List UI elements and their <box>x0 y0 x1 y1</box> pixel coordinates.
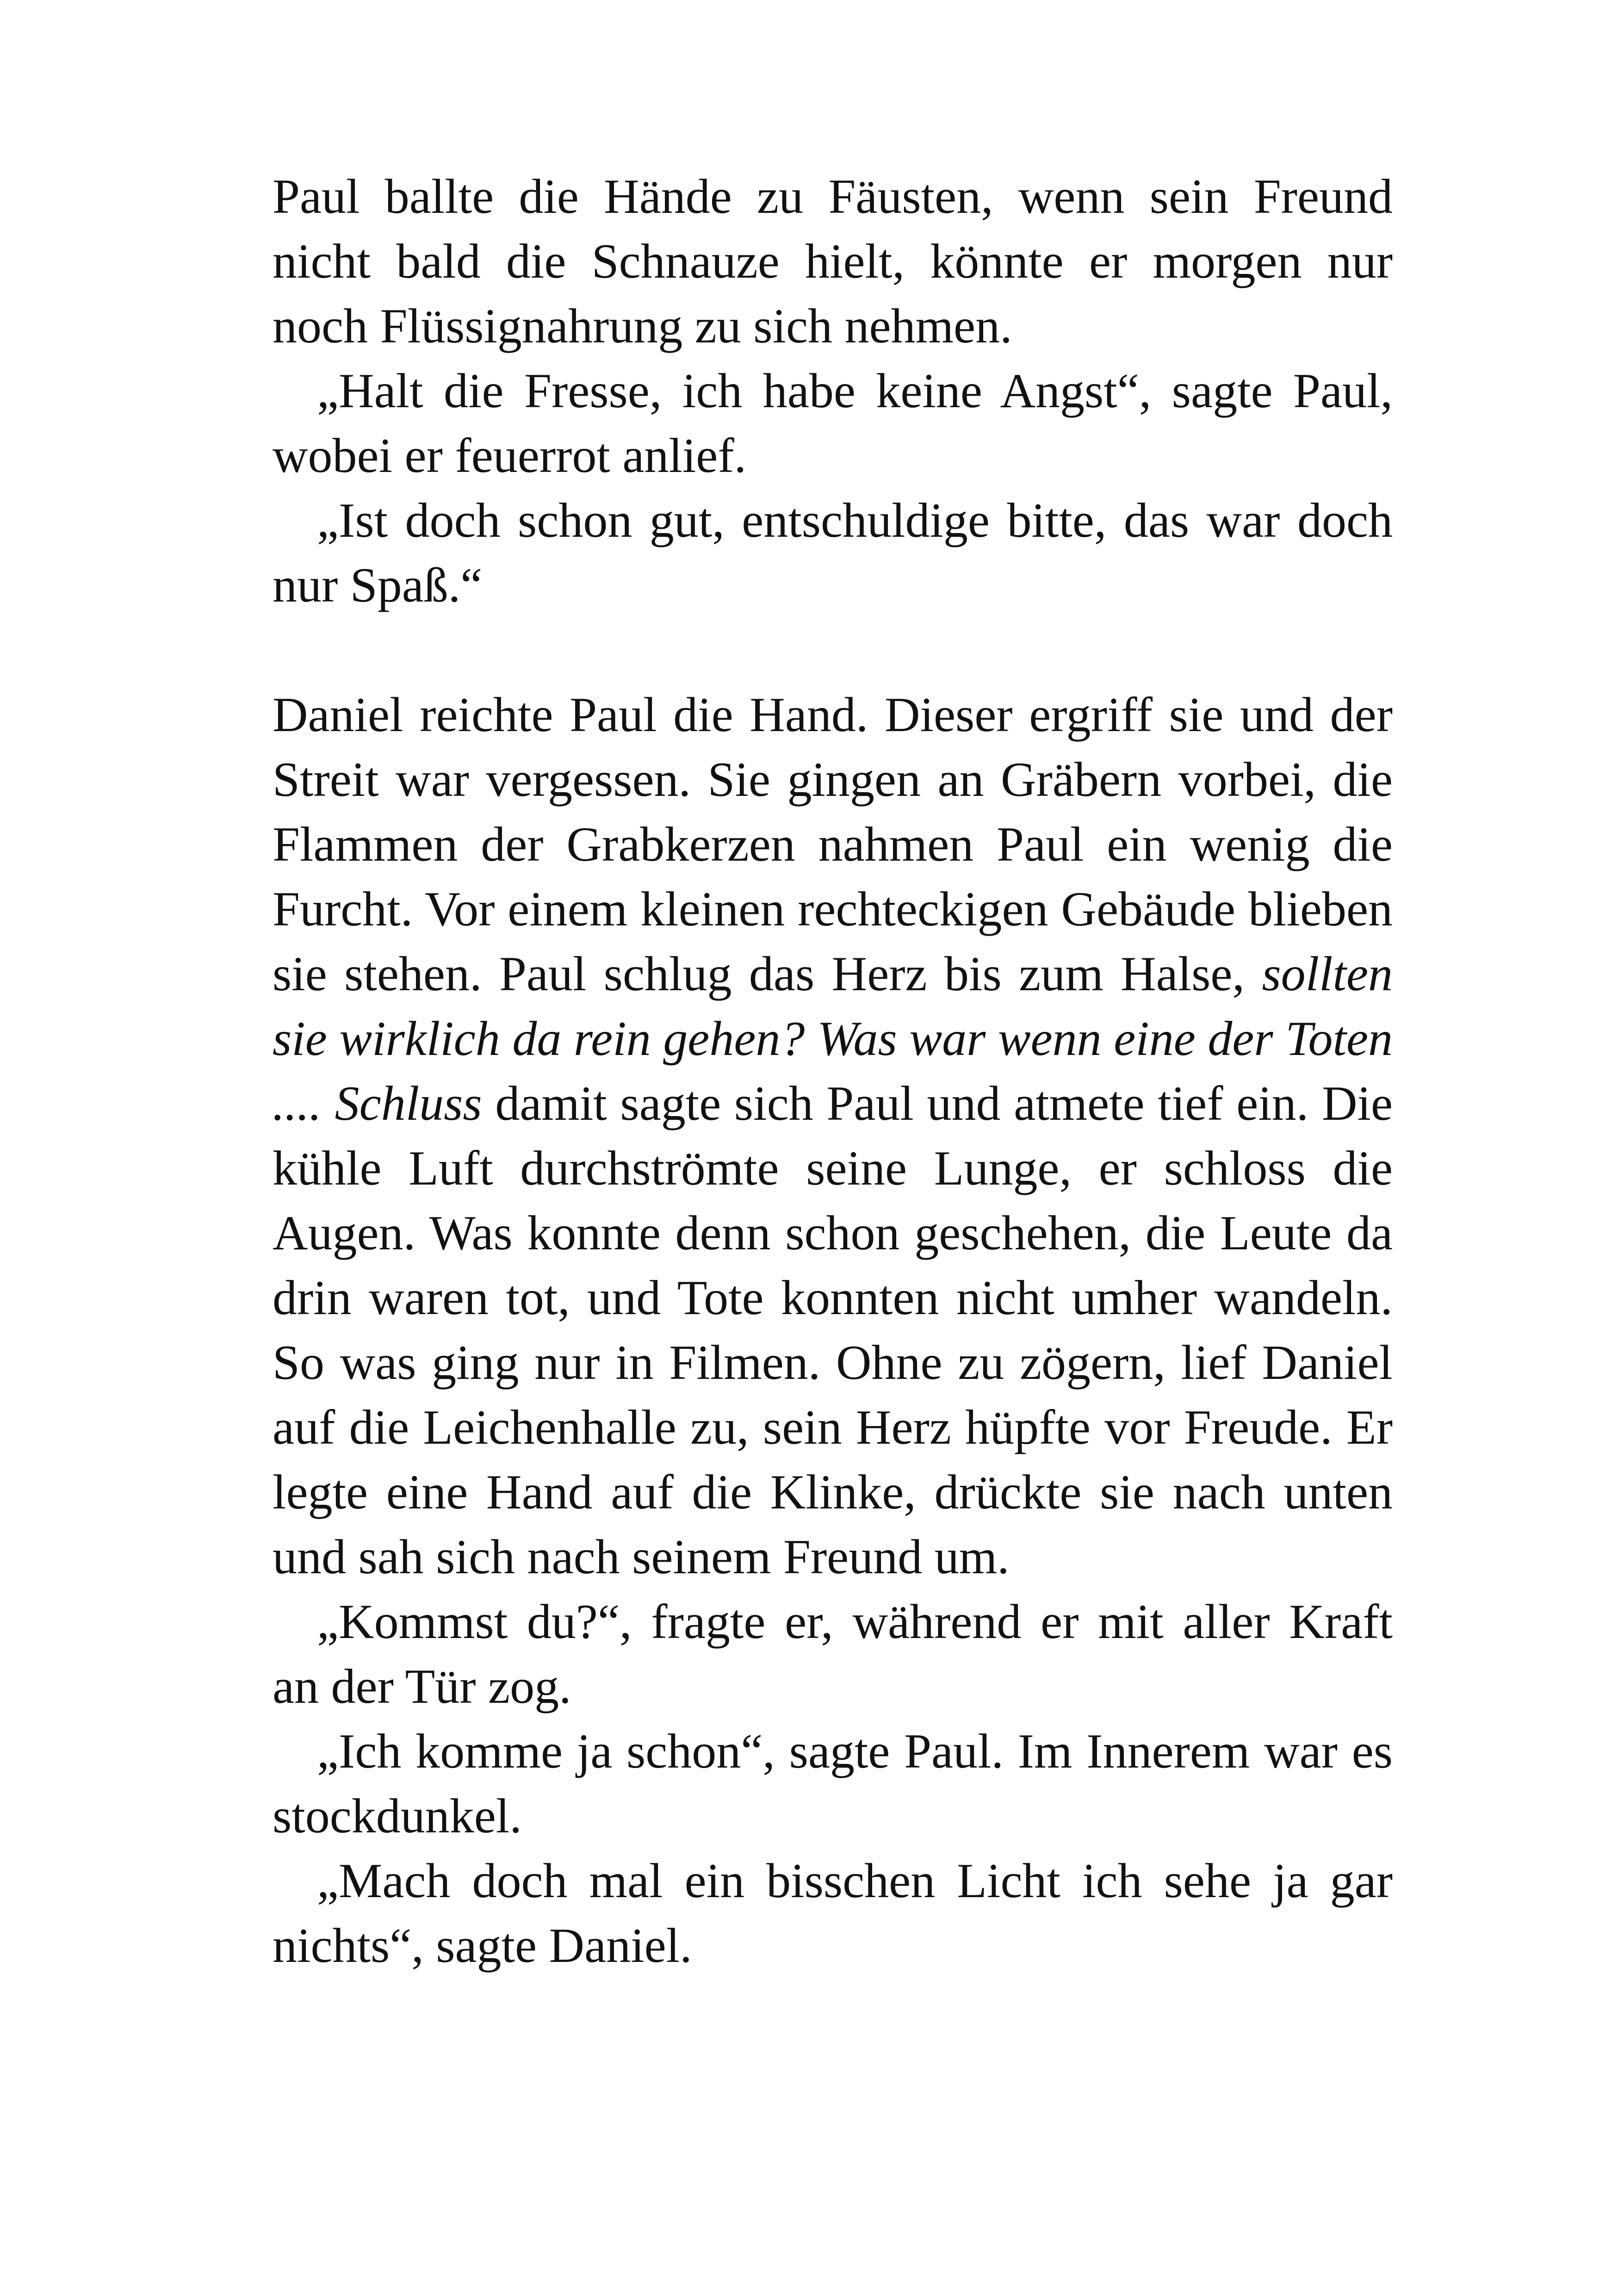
paragraph-mach-doch-mal-licht: „Mach doch mal ein bisschen Licht ich sehe ja gar nichts“, sagte Daniel. <box>273 1854 1393 1973</box>
paragraph-daniel-reichte <box>273 683 1393 1589</box>
book-page-text <box>273 164 1393 1978</box>
paragraph-daniel-reichte-part1: Daniel reichte Paul die Hand. Dieser ergriff sie und der Streit war vergessen. Sie gingen an Gräbern vorbei, die Flammen der Grabkerzen nahmen Paul ein wenig die Furcht. Vor einem kleinen rechteckigen Gebäude blieben sie stehen. Paul schlug das Herz bis zum Halse, <box>273 688 1393 1001</box>
paragraph-ich-komme-ja-schon: „Ich komme ja schon“, sagte Paul. Im Innerem war es stockdunkel. <box>273 1724 1393 1843</box>
paragraph-daniel-reichte-italic: sollten sie wirklich da rein gehen? Was war wenn eine der Toten .... Schluss <box>273 947 1393 1130</box>
paragraph-ist-doch-schon-gut: „Ist doch schon gut, entschuldige bitte, das war doch nur Spaß.“ <box>273 493 1393 612</box>
paragraph-daniel-reichte-part2: damit sagte sich Paul und atmete tief ein. Die kühle Luft durchströmte seine Lunge, er schloss die Augen. Was konnte denn schon geschehen, die Leute da drin waren tot, und Tote konnten nicht umher wandeln. So was ging nur in Filmen. Ohne zu zögern, lief Daniel auf die Leichenhalle zu, sein Herz hüpfte vor Freude. Er legte eine Hand auf die Klinke, drückte sie nach unten und sah sich nach seinem Freund um. <box>273 1076 1393 1584</box>
paragraph-paul-fists: Paul ballte die Hände zu Fäusten, wenn sein Freund nicht bald die Schnauze hielt, könnte er morgen nur noch Flüssignahrung zu sich nehmen. <box>273 169 1393 353</box>
paragraph-halt-die-fresse: „Halt die Fresse, ich habe keine Angst“, sagte Paul, wobei er feuerrot anlief. <box>273 364 1393 483</box>
paragraph-kommst-du: „Kommst du?“, fragte er, während er mit aller Kraft an der Tür zog. <box>273 1595 1393 1713</box>
